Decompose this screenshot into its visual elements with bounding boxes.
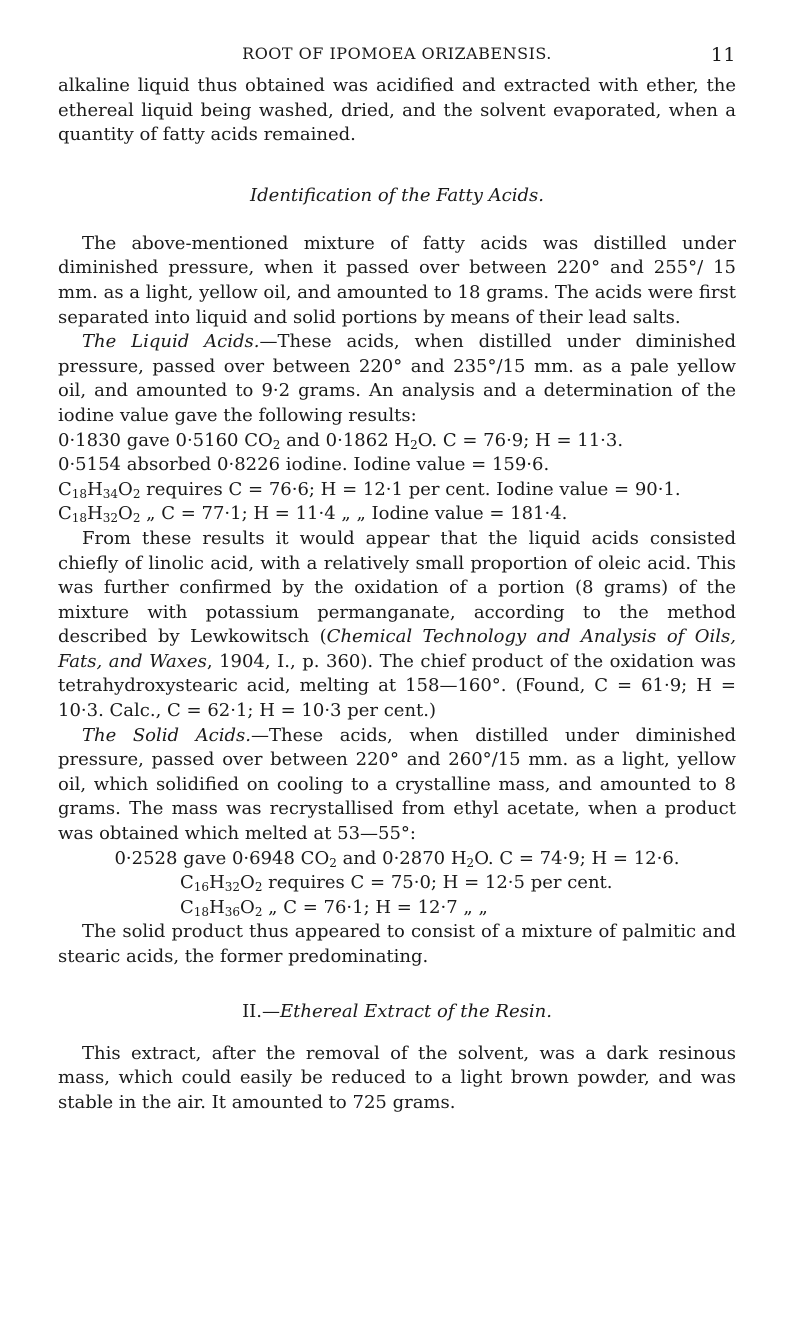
paragraph-distilled: The above-mentioned mixture of fatty acids was distilled under diminished pressure, when it passed over between 220° and 255°/ 15 mm. as a light, yellow oil, and amounted to 18 grams. The acids were first separated into liquid and solid portions by means of their lead salts.: [58, 232, 736, 328]
formula-liquid-analysis: 0·1830 gave 0·5160 $CO_2$ and 0·1862 $H_2O$. C = 76·9; H = 11·3.: [58, 429, 624, 452]
section-title: Ethereal Extract of the Resin.: [280, 1000, 552, 1022]
paragraph-liquid-acids: [58, 330, 736, 428]
paragraph-liquid-conclusion: From these results it would appear that the liquid acids consisted chiefly of linolic acid, with a relatively small proportion of oleic acid. This was further confirmed by the oxidation of a portion (8 grams) of the mixture with potassium permanganate, according to the method described by Lewkowitsch (Chemical Technology and Analysis of Oils, Fats, and Waxes, 1904, I., p. 360). The chief product of the oxidation was tetrahydroxystearic acid, melting at 158—160°. (Found, C = 61·9; H = 10·3. Calc., C = 62·1; H = 10·3 per cent.): [58, 527, 737, 722]
section-number: II.—: [242, 1000, 281, 1022]
formula-solid-analysis: 0·2528 gave 0·6948 $CO_2$ and 0·2870 $H_2O$. C = 74·9; H = 12·6.: [114, 847, 680, 870]
liquid-acids-text: —These acids, when distilled under diminished pressure, passed over between 220° and 235°/15 mm. as a pale yellow oil, and amounted to 9·2 grams. An analysis and a determination of the iodine value gave the following results:: [58, 331, 736, 426]
page: [58, 44, 736, 1115]
solid-acids-text: —These acids, when distilled under diminished pressure, passed over between 220° and 260°/15 mm. as a light, yellow oil, which solidified on cooling to a crystalline mass, and amounted to 8 grams. The mass was recrystallised from ethyl acetate, when a product was obtained which melted at 53—55°:: [58, 724, 736, 845]
paragraph-solid-conclusion: The solid product thus appeared to consist of a mixture of palmitic and stearic acids, the former predominating.: [58, 921, 736, 967]
formula-liquid-iodine: 0·5154 absorbed 0·8226 iodine. Iodine value = 159·6.: [58, 454, 550, 476]
run-in-solid-acids: The Solid Acids.: [82, 724, 251, 746]
reference-title: Chemical Technology and Analysis of Oils, Fats, and Waxes: [58, 626, 737, 672]
formula-solid-palmitic: $C_{16}H_{32}O_2$ requires C = 75·0; H = 12·5 per cent.: [180, 872, 613, 895]
formula-liquid-linolic: $C_{18}H_{32}O_2$ „ C = 77·1; H = 11·4 „ „ Iodine value = 181·4.: [58, 503, 568, 526]
running-head: [58, 44, 736, 74]
paragraph-ethereal: This extract, after the removal of the solvent, was a dark resinous mass, which could easily be reduced to a light brown powder, and was stable in the air. It amounted to 725 grams.: [58, 1042, 736, 1113]
section-heading-ethereal: [58, 1000, 736, 1024]
page-number: 11: [710, 44, 736, 66]
formula-solid-stearic: $C_{18}H_{36}O_2$ „ C = 76·1; H = 12·7 „ „: [180, 896, 488, 919]
paragraph-solid-acids: [58, 724, 736, 847]
section-heading-identification: Identification of the Fatty Acids.: [250, 184, 544, 206]
run-in-liquid-acids: The Liquid Acids.: [82, 331, 260, 353]
formula-liquid-oleic: $C_{18}H_{34}O_2$ requires C = 76·6; H = 12·1 per cent. Iodine value = 90·1.: [58, 478, 681, 501]
paragraph-intro: alkaline liquid thus obtained was acidified and extracted with ether, the ethereal liquid being washed, dried, and the solvent evaporated, when a quantity of fatty acids remained.: [58, 75, 736, 146]
running-head-title: ROOT OF IPOMOEA ORIZABENSIS.: [242, 44, 552, 63]
